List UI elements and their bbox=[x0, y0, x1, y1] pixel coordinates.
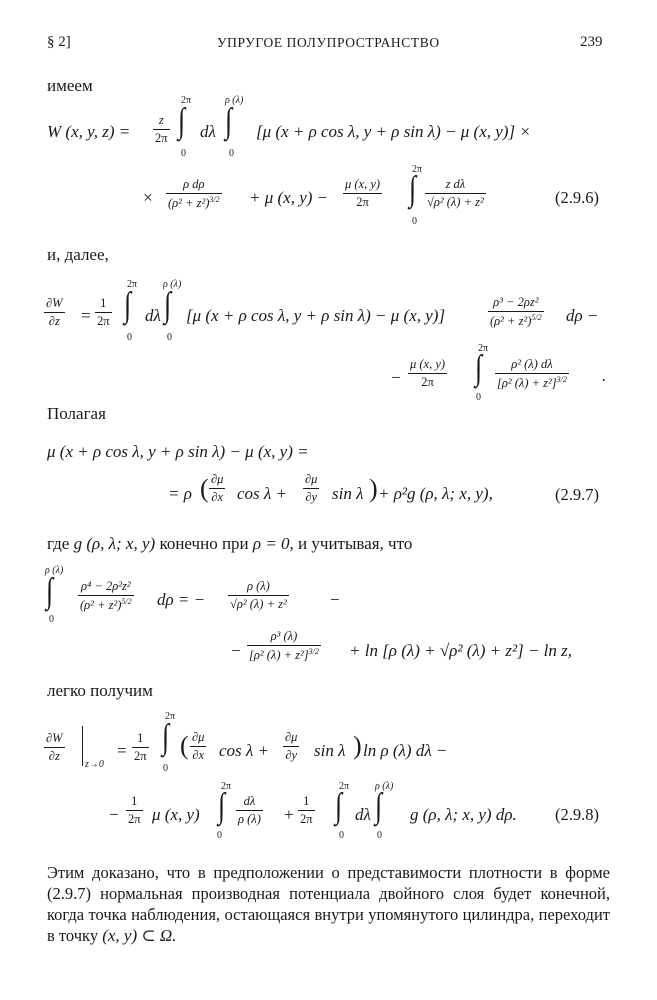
int6-lower: 0 bbox=[476, 392, 481, 403]
paren-close: ) bbox=[369, 474, 378, 503]
int4-lower: 0 bbox=[127, 332, 132, 343]
eq-frac-rho-drho: $\frac{\text{ρ dρ}}{(\rho^2 + z^2)^{3/2}}$ bbox=[168, 177, 220, 211]
int7-lower: 0 bbox=[49, 614, 54, 625]
eq-period: . bbox=[602, 366, 607, 385]
eq-equals: = bbox=[80, 306, 92, 325]
int8-lower: 0 bbox=[163, 763, 168, 774]
integral-sign: ∫ bbox=[46, 570, 54, 610]
eq-frac-rhol-sqrt: $\frac{\rho (\lambda)}{\text{√ρ² (λ) + z²}}$ bbox=[230, 579, 287, 611]
int11-upper: ρ (λ) bbox=[375, 781, 394, 792]
int1-lower: 0 bbox=[181, 148, 186, 159]
eq-plus: + bbox=[283, 805, 295, 824]
eq-frac-dl-rhol: $\frac{d\lambda}{\rho (\lambda)}$ bbox=[238, 794, 261, 826]
eq-w-lhs: W (x, y, z) = bbox=[47, 122, 131, 141]
eq-drho-equals: dρ = − bbox=[157, 590, 206, 609]
equation-number: (2.9.8) bbox=[555, 805, 599, 824]
eq-dlambda: dλ bbox=[355, 805, 371, 824]
page-number: 239 bbox=[580, 34, 603, 50]
eq-frac-1-2pi: $\frac{1}{2\pi}$ bbox=[300, 794, 313, 826]
integral-sign: ∫ bbox=[335, 785, 343, 825]
eq-dlambda: dλ bbox=[145, 306, 161, 325]
equation-number: (2.9.6) bbox=[555, 188, 599, 207]
int2-upper: ρ (λ) bbox=[225, 95, 244, 106]
eq-minus: − bbox=[230, 641, 242, 660]
int7-upper: ρ (λ) bbox=[45, 565, 64, 576]
integral-sign: ∫ bbox=[375, 785, 383, 825]
int4-upper: 2π bbox=[127, 279, 138, 290]
integral-sign: ∫ bbox=[409, 168, 417, 208]
text-line-gde: где g (ρ, λ; x, y) конечно при ρ = 0, и учитывая, что bbox=[47, 534, 413, 553]
text-imeem: имеем bbox=[47, 76, 93, 95]
running-title: УПРУГОЕ ПОЛУПРОСТРАНСТВО bbox=[217, 35, 440, 50]
int5-lower: 0 bbox=[167, 332, 172, 343]
eq-frac-rho2l: $\frac{\text{ρ² (λ) dλ}}{[\rho^2 (\lambda) + z^2]^{3/2}}$ bbox=[497, 357, 567, 391]
eq-minus: − bbox=[108, 805, 120, 824]
int11-lower: 0 bbox=[377, 830, 382, 841]
eq-frac-rho4: $\frac{\text{ρ⁴ − 2ρ²z²}}{(\rho^2 + z^2)^{5/2}}$ bbox=[80, 579, 132, 613]
int6-upper: 2π bbox=[478, 343, 489, 354]
eq-ln-part: + ln [ρ (λ) + √ρ² (λ) + z²] − ln z, bbox=[349, 641, 573, 660]
eq-z-to-0: z→0 bbox=[85, 759, 104, 770]
eq-dlambda: dλ bbox=[200, 122, 216, 141]
integral-sign: ∫ bbox=[164, 284, 172, 324]
integral-sign: ∫ bbox=[124, 284, 132, 324]
eq-sin-lambda: sin λ bbox=[314, 741, 346, 760]
text-polagaya: Полагая bbox=[47, 404, 106, 423]
eq-rho2g: + ρ²g (ρ, λ; x, y), bbox=[378, 484, 493, 503]
paren-open: ( bbox=[200, 474, 209, 503]
eq-g-drho: g (ρ, λ; x, y) dρ. bbox=[410, 805, 517, 824]
eq-frac-zdl-sqrt: $\frac{\text{z dλ}}{\text{√ρ² (λ) + z²}}$ bbox=[427, 177, 484, 209]
eq-plus-mu: + μ (x, y) − bbox=[249, 188, 329, 207]
eq-frac-rho3l: $\frac{\text{ρ³ (λ)}}{[\rho^2 (\lambda) + z^2]^{3/2}}$ bbox=[249, 629, 319, 663]
eq-bracket-mu: [μ (x + ρ cos λ, y + ρ sin λ) − μ (x, y)] bbox=[186, 306, 446, 325]
int3-lower: 0 bbox=[412, 216, 417, 227]
eq-frac-mu-2pi: $\frac{\mu (x, y)}{2\pi}$ bbox=[345, 177, 381, 209]
eq-frac-dWdz: $\frac{\partial W}{\partial z}$ bbox=[46, 296, 63, 328]
text-legko: легко получим bbox=[47, 681, 153, 700]
eq-frac-dmu-dy: $\frac{\partial\mu}{\partial y}$ bbox=[305, 472, 318, 504]
eq-drho-minus: dρ − bbox=[566, 306, 599, 325]
int10-upper: 2π bbox=[339, 781, 350, 792]
eq-frac-1-2pi: $\frac{1}{2\pi}$ bbox=[128, 794, 141, 826]
paren-open: ( bbox=[180, 731, 189, 760]
eq-equals: = bbox=[116, 741, 128, 760]
eq-frac-1-2pi: $\frac{1}{2\pi}$ bbox=[97, 296, 110, 328]
int10-lower: 0 bbox=[339, 830, 344, 841]
eq-equals-rho: = ρ bbox=[168, 484, 192, 503]
eq-frac-dmu-dx: $\frac{\partial\mu}{\partial x}$ bbox=[192, 730, 205, 762]
int9-upper: 2π bbox=[221, 781, 232, 792]
eq-frac-dWdz: $\frac{\partial W}{\partial z}$ bbox=[46, 731, 63, 763]
int3-upper: 2π bbox=[412, 164, 423, 175]
section-number: § 2] bbox=[47, 34, 71, 50]
eq-sin-lambda: sin λ bbox=[332, 484, 364, 503]
eq-trailing-minus: − bbox=[329, 590, 341, 609]
eq-ln-rho: ln ρ (λ) dλ − bbox=[363, 741, 448, 760]
eq-mu-line1: μ (x + ρ cos λ, y + ρ sin λ) − μ (x, y) = bbox=[47, 442, 309, 461]
paren-close: ) bbox=[353, 731, 362, 760]
eq-frac-dmu-dy: $\frac{\partial\mu}{\partial y}$ bbox=[285, 730, 298, 762]
int2-lower: 0 bbox=[229, 148, 234, 159]
final-paragraph: Этим доказано, что в предположении о представимости плотности в форме (2.9.7) нормальная производная потенциала двойного слоя будет конечной, когда точка наблюдения, остающаяся внутри упомянутого цилиндра, переходит в точку (x, y) ⊂ Ω. bbox=[47, 863, 610, 945]
equation-number: (2.9.7) bbox=[555, 485, 599, 504]
eq-frac-mu-2pi: $\frac{\mu (x, y)}{2\pi}$ bbox=[410, 357, 446, 389]
integral-sign: ∫ bbox=[218, 785, 226, 825]
integral-sign: ∫ bbox=[162, 716, 170, 756]
eq-cos-lambda: cos λ + bbox=[219, 741, 269, 760]
eq-frac-z-2pi: $\frac{z}{2\pi}$ bbox=[155, 113, 168, 145]
eval-bar bbox=[82, 726, 83, 766]
integral-sign: ∫ bbox=[178, 100, 186, 140]
int9-lower: 0 bbox=[217, 830, 222, 841]
eq-frac-1-2pi: $\frac{1}{2\pi}$ bbox=[134, 731, 147, 763]
int1-upper: 2π bbox=[181, 95, 192, 106]
eq-frac-rho3: $\frac{\text{ρ³ − 2ρz²}}{(\rho^2 + z^2)^{5/2}}$ bbox=[490, 295, 542, 329]
int8-upper: 2π bbox=[165, 711, 176, 722]
integral-sign: ∫ bbox=[225, 100, 233, 140]
eq-cos-lambda: cos λ + bbox=[237, 484, 287, 503]
eq-bracket-mu: [μ (x + ρ cos λ, y + ρ sin λ) − μ (x, y)] × bbox=[256, 122, 531, 141]
integral-sign: ∫ bbox=[475, 347, 483, 387]
eq-frac-dmu-dx: $\frac{\partial\mu}{\partial x}$ bbox=[211, 472, 224, 504]
text-dalee: и, далее, bbox=[47, 245, 109, 264]
eq-minus: − bbox=[390, 368, 402, 387]
eq-times: × bbox=[142, 188, 154, 207]
eq-mu-xy: μ (x, y) bbox=[152, 805, 200, 824]
int5-upper: ρ (λ) bbox=[163, 279, 182, 290]
